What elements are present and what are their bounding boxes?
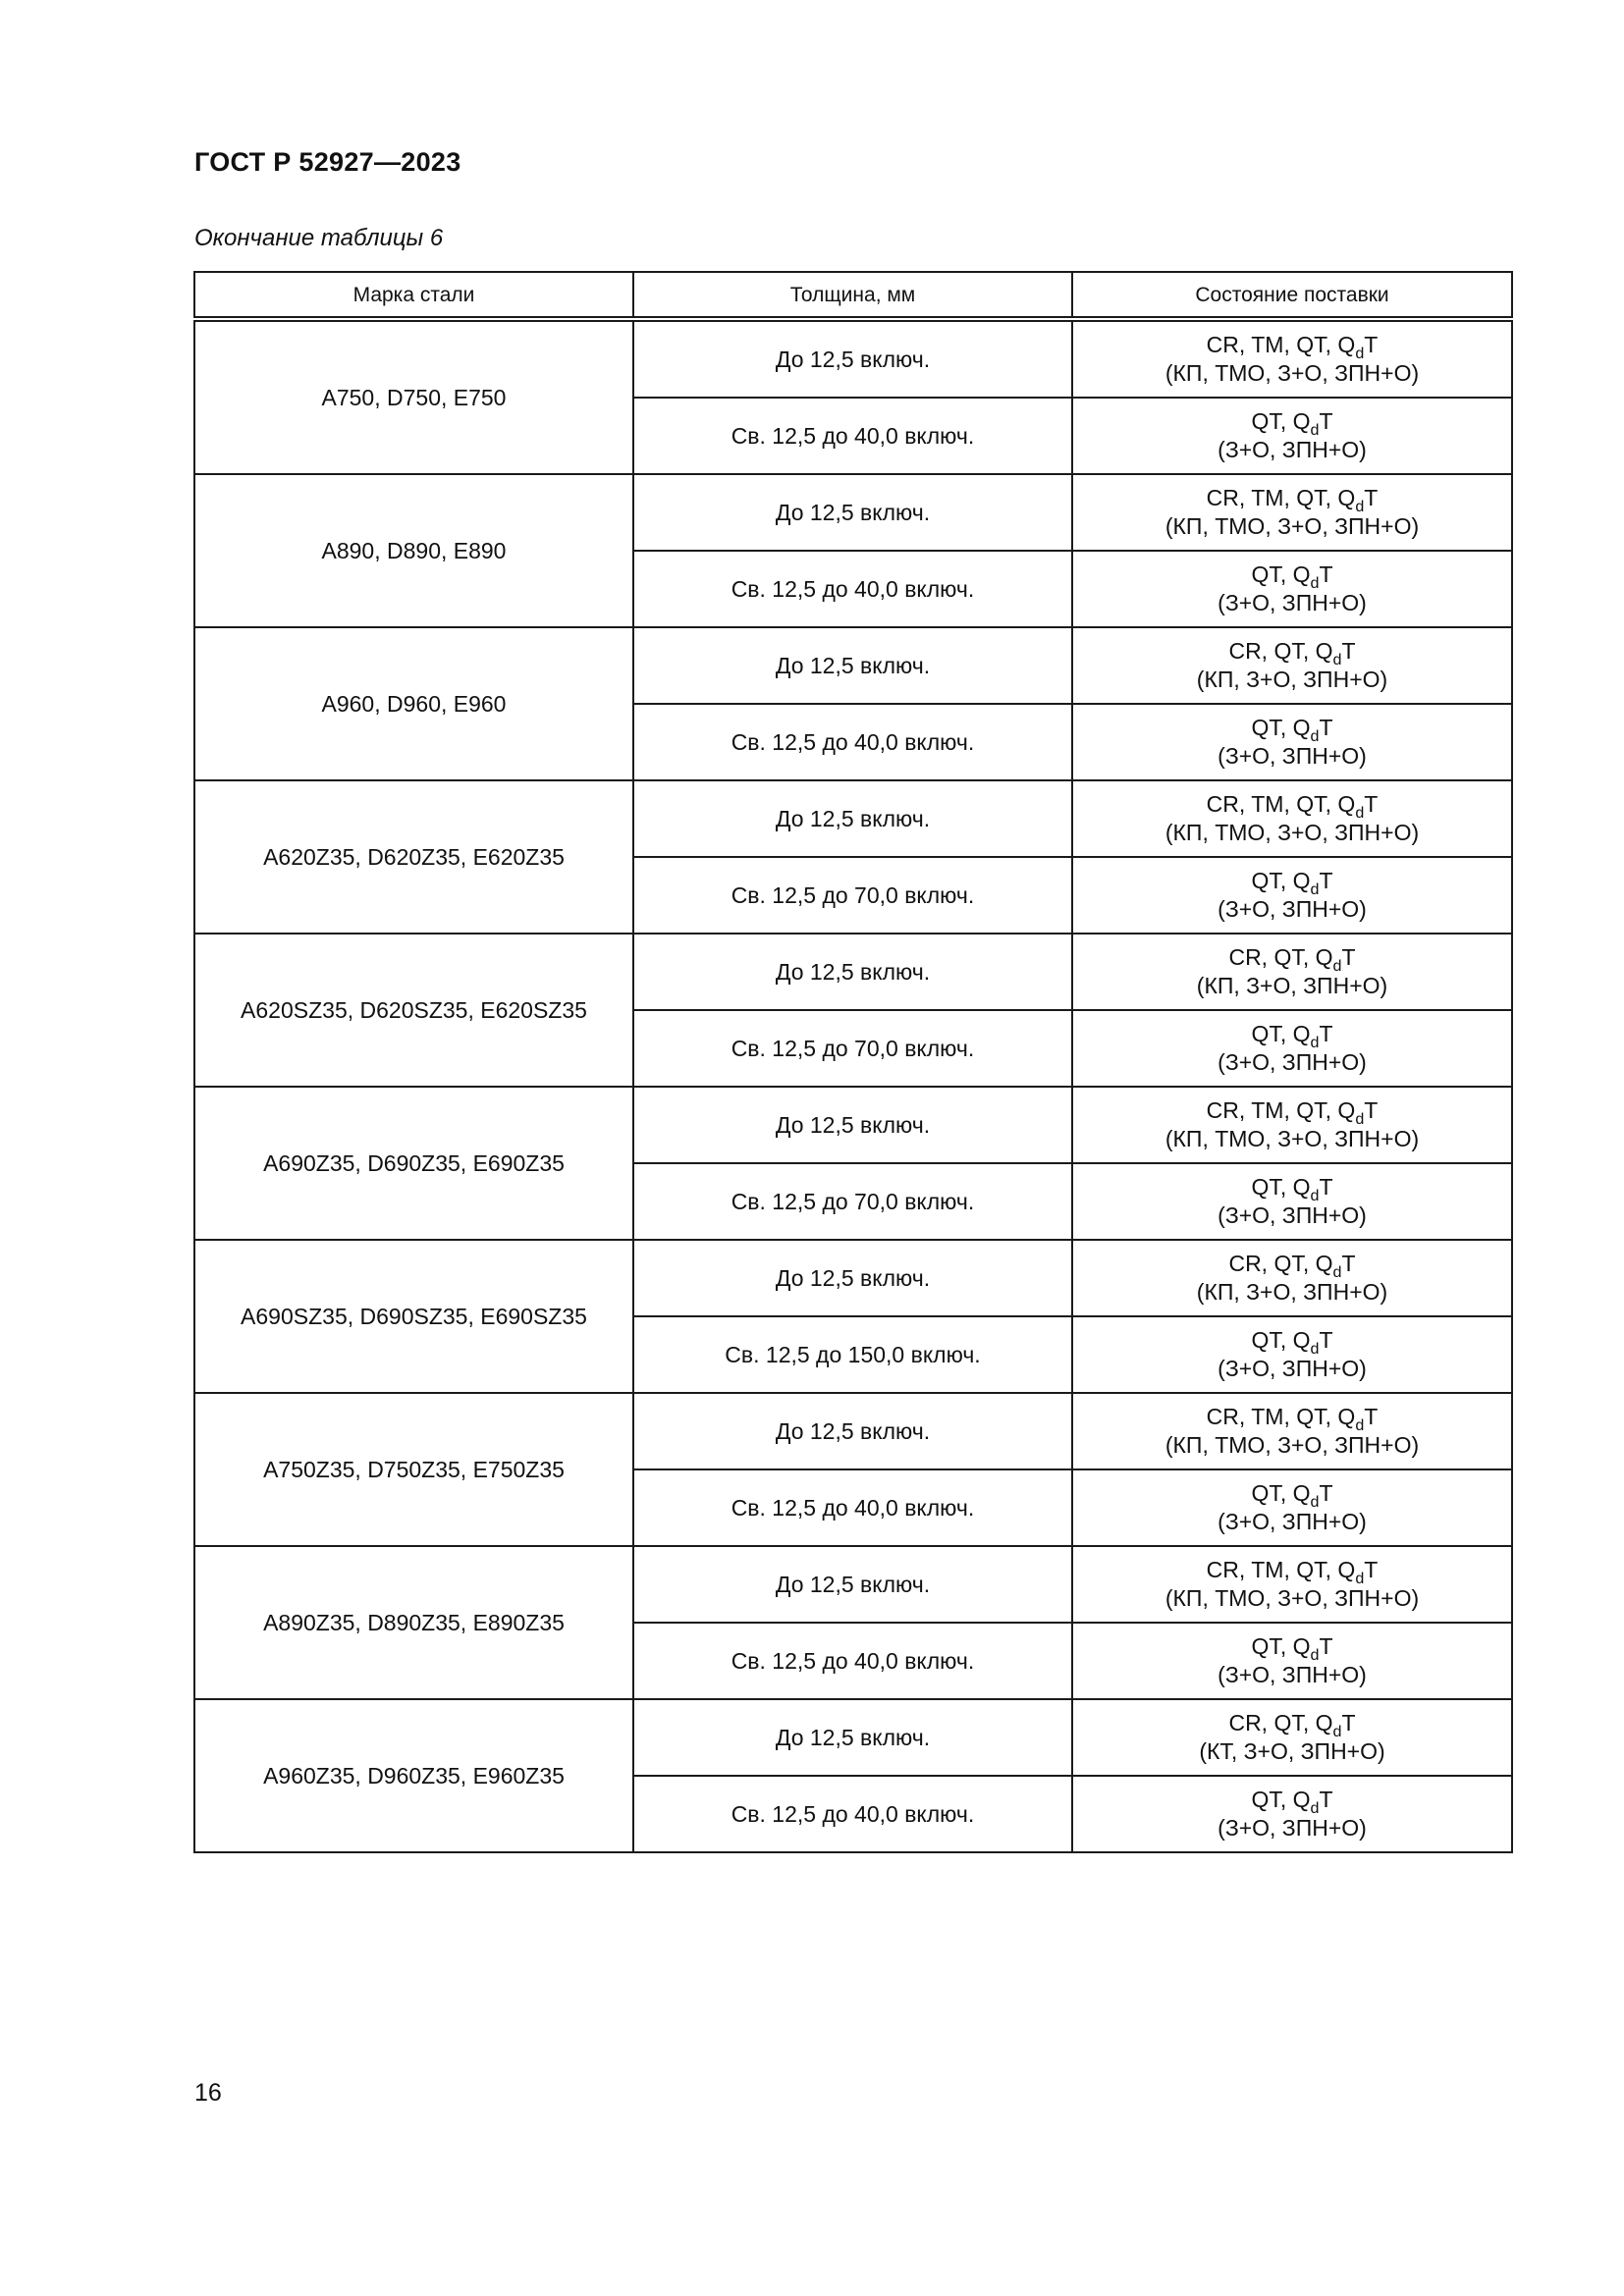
table-header-row (194, 272, 1512, 319)
delivery-state-subscript: d (1355, 1570, 1365, 1587)
delivery-state-codes-tail: T (1319, 1021, 1333, 1046)
delivery-state-codes-tail: T (1319, 1633, 1333, 1659)
delivery-state-codes-tail: T (1319, 408, 1333, 434)
thickness-cell: До 12,5 включ. (633, 934, 1072, 1010)
thickness-cell: Св. 12,5 до 70,0 включ. (633, 1010, 1072, 1087)
delivery-state-subscript: d (1310, 881, 1320, 898)
delivery-state-codes-tail: T (1319, 868, 1333, 893)
delivery-state-cell (1072, 1087, 1512, 1163)
delivery-state-description: (КП, ТМО, З+О, ЗПН+О) (1164, 513, 1420, 539)
delivery-state-description: (КП, ТМО, З+О, ЗПН+О) (1164, 1585, 1420, 1611)
delivery-state-codes-tail: T (1364, 1557, 1379, 1582)
delivery-state-codes-text: QT, Q (1251, 1021, 1311, 1046)
thickness-cell: Св. 12,5 до 40,0 включ. (633, 1776, 1072, 1852)
delivery-state-codes-text: CR, TM, QT, Q (1206, 1557, 1356, 1582)
delivery-state-description: (З+О, ЗПН+О) (1218, 1662, 1367, 1687)
delivery-state-cell (1072, 1163, 1512, 1240)
table-row (194, 780, 1512, 857)
delivery-state-description: (З+О, ЗПН+О) (1218, 1202, 1367, 1228)
delivery-state-codes-text: CR, QT, Q (1228, 944, 1333, 970)
delivery-state-codes-text: CR, QT, Q (1228, 1710, 1333, 1735)
delivery-state-codes-text: QT, Q (1251, 1327, 1311, 1353)
delivery-state-codes-text: QT, Q (1251, 1480, 1311, 1506)
delivery-state-description: (З+О, ЗПН+О) (1218, 1509, 1367, 1534)
document-header: ГОСТ Р 52927—2023 (194, 147, 461, 177)
thickness-cell: До 12,5 включ. (633, 780, 1072, 857)
delivery-state-cell (1072, 551, 1512, 627)
delivery-state-description: (З+О, ЗПН+О) (1218, 1049, 1367, 1075)
delivery-state-subscript: d (1355, 345, 1365, 362)
delivery-state-cell (1072, 1393, 1512, 1469)
steel-delivery-table (193, 271, 1513, 1853)
delivery-state-codes-text: CR, TM, QT, Q (1206, 791, 1356, 817)
thickness-cell: Св. 12,5 до 40,0 включ. (633, 551, 1072, 627)
delivery-state-codes (1073, 1173, 1511, 1204)
delivery-state-description: (З+О, ЗПН+О) (1218, 1815, 1367, 1841)
delivery-state-codes-text: QT, Q (1251, 1174, 1311, 1200)
delivery-state-cell (1072, 319, 1512, 398)
delivery-state-subscript: d (1310, 727, 1320, 745)
delivery-state-subscript: d (1310, 1493, 1320, 1511)
steel-grade-cell: A620Z35, D620Z35, E620Z35 (194, 780, 633, 934)
delivery-state-codes (1073, 637, 1511, 666)
delivery-state-description: (КП, З+О, ЗПН+О) (1196, 973, 1388, 998)
delivery-state-subscript: d (1355, 1110, 1365, 1128)
thickness-cell: До 12,5 включ. (633, 319, 1072, 398)
delivery-state-codes-tail: T (1364, 332, 1379, 357)
delivery-state-description: (КТ, З+О, ЗПН+О) (1199, 1738, 1385, 1764)
delivery-state-codes-tail: T (1319, 1480, 1333, 1506)
delivery-state-cell (1072, 934, 1512, 1010)
delivery-state-codes-text: QT, Q (1251, 561, 1311, 587)
delivery-state-cell (1072, 1699, 1512, 1776)
delivery-state-subscript: d (1310, 421, 1320, 439)
table-row (194, 474, 1512, 551)
steel-grade-cell: A890, D890, E890 (194, 474, 633, 627)
column-header-delivery-state: Состояние поставки (1072, 272, 1512, 319)
delivery-state-codes (1073, 1709, 1511, 1740)
thickness-cell: До 12,5 включ. (633, 1699, 1072, 1776)
delivery-state-cell (1072, 1469, 1512, 1546)
delivery-state-codes (1073, 1250, 1511, 1281)
delivery-state-subscript: d (1310, 1340, 1320, 1358)
delivery-state-cell (1072, 398, 1512, 474)
delivery-state-subscript: d (1310, 1187, 1320, 1204)
thickness-cell: До 12,5 включ. (633, 627, 1072, 704)
delivery-state-cell (1072, 780, 1512, 857)
delivery-state-codes (1073, 1479, 1511, 1511)
table-row (194, 1546, 1512, 1623)
thickness-cell: Св. 12,5 до 40,0 включ. (633, 704, 1072, 780)
delivery-state-subscript: d (1310, 574, 1320, 592)
thickness-cell: Св. 12,5 до 70,0 включ. (633, 857, 1072, 934)
table-row (194, 1240, 1512, 1316)
steel-grade-cell: A750Z35, D750Z35, E750Z35 (194, 1393, 633, 1546)
thickness-cell: Св. 12,5 до 40,0 включ. (633, 1623, 1072, 1699)
delivery-state-codes (1073, 331, 1511, 362)
page-number: 16 (194, 2079, 222, 2107)
delivery-state-codes (1073, 790, 1511, 822)
delivery-state-cell (1072, 1010, 1512, 1087)
delivery-state-codes (1073, 1403, 1511, 1434)
delivery-state-codes-tail: T (1341, 1710, 1356, 1735)
delivery-state-codes-text: CR, TM, QT, Q (1206, 485, 1356, 510)
delivery-state-subscript: d (1332, 651, 1342, 668)
table-row (194, 1087, 1512, 1163)
delivery-state-description: (З+О, ЗПН+О) (1218, 590, 1367, 615)
table-row (194, 1393, 1512, 1469)
delivery-state-description: (З+О, ЗПН+О) (1218, 896, 1367, 922)
delivery-state-cell (1072, 1623, 1512, 1699)
thickness-cell: До 12,5 включ. (633, 474, 1072, 551)
delivery-state-description: (З+О, ЗПН+О) (1218, 437, 1367, 462)
thickness-cell: До 12,5 включ. (633, 1546, 1072, 1623)
delivery-state-codes (1073, 714, 1511, 745)
delivery-state-codes (1073, 1556, 1511, 1587)
delivery-state-codes-tail: T (1341, 1251, 1356, 1276)
delivery-state-codes-tail: T (1319, 1787, 1333, 1812)
table-caption: Окончание таблицы 6 (194, 225, 444, 251)
table-row (194, 627, 1512, 704)
delivery-state-codes-tail: T (1364, 485, 1379, 510)
delivery-state-description: (КП, З+О, ЗПН+О) (1196, 667, 1388, 692)
delivery-state-subscript: d (1310, 1799, 1320, 1817)
delivery-state-codes-text: CR, QT, Q (1228, 1251, 1333, 1276)
steel-grade-cell: A750, D750, E750 (194, 319, 633, 474)
delivery-state-subscript: d (1332, 957, 1342, 975)
delivery-state-cell (1072, 857, 1512, 934)
thickness-cell: До 12,5 включ. (633, 1393, 1072, 1469)
delivery-state-codes-text: QT, Q (1251, 715, 1311, 740)
steel-grade-cell: A960, D960, E960 (194, 627, 633, 780)
delivery-state-codes-tail: T (1364, 791, 1379, 817)
thickness-cell: Св. 12,5 до 150,0 включ. (633, 1316, 1072, 1393)
delivery-state-cell (1072, 1316, 1512, 1393)
delivery-state-description: (КП, ТМО, З+О, ЗПН+О) (1164, 820, 1420, 845)
table-row (194, 934, 1512, 1010)
delivery-state-subscript: d (1310, 1646, 1320, 1664)
delivery-state-codes-tail: T (1319, 715, 1333, 740)
delivery-state-codes-text: QT, Q (1251, 868, 1311, 893)
thickness-cell: Св. 12,5 до 40,0 включ. (633, 1469, 1072, 1546)
delivery-state-codes-tail: T (1364, 1097, 1379, 1123)
steel-grade-cell: A690SZ35, D690SZ35, E690SZ35 (194, 1240, 633, 1393)
delivery-state-codes-tail: T (1319, 1327, 1333, 1353)
delivery-state-subscript: d (1355, 498, 1365, 515)
thickness-cell: До 12,5 включ. (633, 1240, 1072, 1316)
delivery-state-subscript: d (1355, 804, 1365, 822)
delivery-state-codes (1073, 407, 1511, 439)
delivery-state-cell (1072, 1240, 1512, 1316)
steel-grade-cell: A890Z35, D890Z35, E890Z35 (194, 1546, 633, 1699)
delivery-state-codes (1073, 867, 1511, 898)
delivery-state-codes-tail: T (1341, 638, 1356, 664)
delivery-state-cell (1072, 1546, 1512, 1623)
delivery-state-cell (1072, 627, 1512, 704)
delivery-state-subscript: d (1310, 1034, 1320, 1051)
table-body (194, 319, 1512, 1852)
delivery-state-codes (1073, 1096, 1511, 1128)
delivery-state-codes (1073, 484, 1511, 515)
delivery-state-codes-tail: T (1319, 561, 1333, 587)
delivery-state-description: (КП, ТМО, З+О, ЗПН+О) (1164, 1432, 1420, 1458)
steel-grade-cell: A960Z35, D960Z35, E960Z35 (194, 1699, 633, 1852)
delivery-state-codes-text: CR, TM, QT, Q (1206, 332, 1356, 357)
thickness-cell: До 12,5 включ. (633, 1087, 1072, 1163)
delivery-state-codes-text: QT, Q (1251, 1633, 1311, 1659)
delivery-state-codes (1073, 943, 1511, 975)
delivery-state-description: (З+О, ЗПН+О) (1218, 1356, 1367, 1381)
delivery-state-subscript: d (1332, 1263, 1342, 1281)
thickness-cell: Св. 12,5 до 40,0 включ. (633, 398, 1072, 474)
delivery-state-codes (1073, 1020, 1511, 1051)
delivery-state-description: (КП, ТМО, З+О, ЗПН+О) (1164, 360, 1420, 386)
delivery-state-codes-text: QT, Q (1251, 408, 1311, 434)
delivery-state-codes-text: QT, Q (1251, 1787, 1311, 1812)
table-row (194, 1699, 1512, 1776)
delivery-state-codes-tail: T (1341, 944, 1356, 970)
delivery-state-codes-text: CR, TM, QT, Q (1206, 1097, 1356, 1123)
delivery-state-codes-tail: T (1364, 1404, 1379, 1429)
delivery-state-codes (1073, 1786, 1511, 1817)
delivery-state-codes-text: CR, TM, QT, Q (1206, 1404, 1356, 1429)
delivery-state-subscript: d (1332, 1723, 1342, 1740)
delivery-state-description: (З+О, ЗПН+О) (1218, 743, 1367, 769)
delivery-state-description: (КП, З+О, ЗПН+О) (1196, 1279, 1388, 1305)
delivery-state-cell (1072, 474, 1512, 551)
delivery-state-codes-tail: T (1319, 1174, 1333, 1200)
delivery-state-description: (КП, ТМО, З+О, ЗПН+О) (1164, 1126, 1420, 1151)
column-header-thickness: Толщина, мм (633, 272, 1072, 319)
delivery-state-codes (1073, 1632, 1511, 1664)
delivery-state-cell (1072, 704, 1512, 780)
delivery-state-cell (1072, 1776, 1512, 1852)
steel-grade-cell: A620SZ35, D620SZ35, E620SZ35 (194, 934, 633, 1087)
delivery-state-codes (1073, 1326, 1511, 1358)
table-row (194, 319, 1512, 398)
thickness-cell: Св. 12,5 до 70,0 включ. (633, 1163, 1072, 1240)
delivery-state-subscript: d (1355, 1416, 1365, 1434)
steel-grade-cell: A690Z35, D690Z35, E690Z35 (194, 1087, 633, 1240)
delivery-state-codes-text: CR, QT, Q (1228, 638, 1333, 664)
column-header-grade: Марка стали (194, 272, 633, 319)
delivery-state-codes (1073, 561, 1511, 592)
